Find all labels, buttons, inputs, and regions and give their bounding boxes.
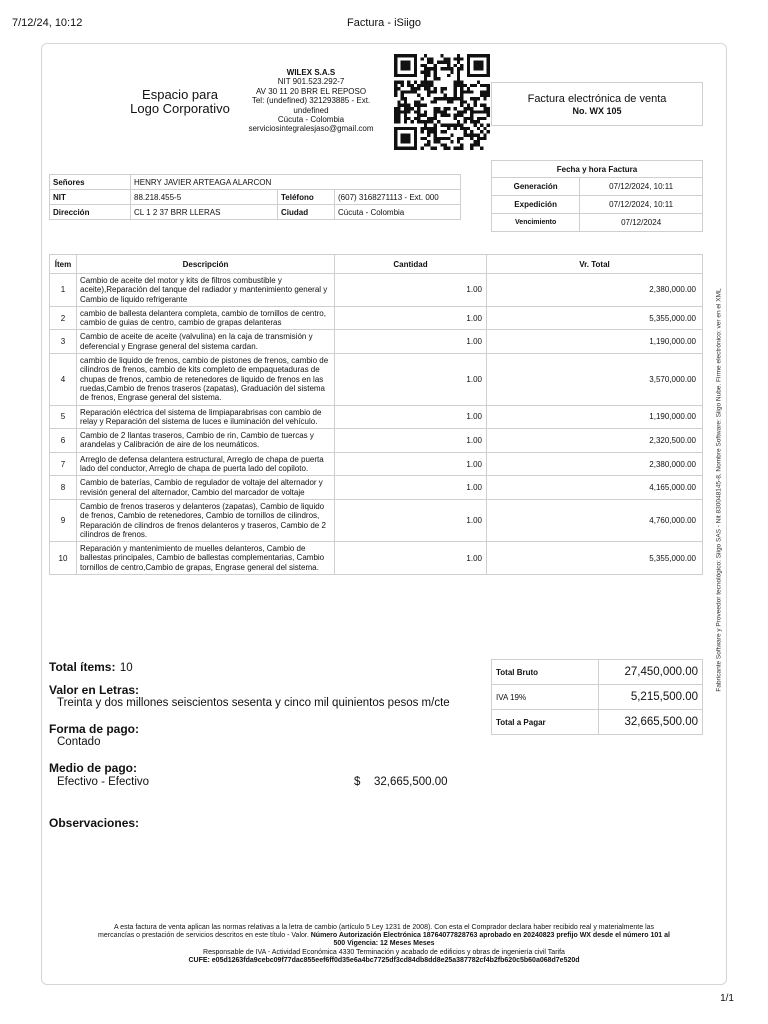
total-pagar-label: Total a Pagar bbox=[492, 710, 599, 735]
medio-pago-valor: 32,665,500.00 bbox=[374, 776, 448, 788]
cufe: CUFE: e05d1263fda9cebc09f77dac855eef6ff0d35e6a4bc7725df3cd84db8dd8e25a387782cf4b2fb620c5b60a068d7e520d bbox=[188, 956, 580, 964]
company-nit: NIT 901.523.292-7 bbox=[277, 77, 345, 87]
valor-letras: Treinta y dos millones seiscientos sesenta y cinco mil quinientos pesos m/cte bbox=[57, 697, 450, 709]
table-row: 5 Reparación eléctrica del sistema de limpiaparabrisas con cambio de relay y Reparación del sistema de luces e iluminación del vehículo. 1.00 1,190,000.00 bbox=[50, 405, 703, 429]
table-row: 8 Cambio de baterías, Cambio de regulador de voltaje del alternador y revisión general del alternador, Cambio del marcador de voltaje 1.00 4,165,000.00 bbox=[50, 476, 703, 500]
col-cantidad: Cantidad bbox=[335, 255, 487, 274]
valor-letras-label: Valor en Letras: bbox=[49, 683, 140, 697]
col-descripcion: Descripción bbox=[77, 255, 335, 274]
items-table bbox=[49, 254, 703, 575]
table-row: 6 Cambio de 2 llantas traseros, Cambio de rin, Cambio de tuercas y arandelas y Calibración de aire de los neumáticos. 1.00 2,320,500.00 bbox=[50, 429, 703, 453]
print-title: Factura - iSiigo bbox=[347, 17, 421, 29]
expedicion-value: 07/12/2024, 10:11 bbox=[580, 196, 703, 214]
customer-city: Cúcuta - Colombia bbox=[335, 205, 461, 220]
total-items: Total ítems: 10 bbox=[49, 660, 133, 674]
vencimiento-value: 07/12/2024 bbox=[580, 214, 703, 232]
legal-notice: A esta factura de venta aplican las normas relativas a la letra de cambio (artículo 5 Ley 1231 de 2008). Con esta el Comprador declara haber recibido real y materialmente las mercancías o prestación de servicios descritos en este título - Valor. Número Autorización Electrónica 18764077828763 aprobado en 20240823 prefijo WX desde el número 101 al 500 Vigencia: 12 Meses Meses Responsable de IVA - Actividad Económica 4330 Terminación y acabado de edificios y obras de ingeniería civil Tarifa CUFE: e05d1263fda9cebc09f77dac855eef6ff0d35e6a4bc7725df3cd84db8dd8e25a387782cf4b2fb620c5b60a068d7e520d bbox=[62, 924, 706, 965]
customer-nit: 88.218.455-5 bbox=[131, 190, 278, 205]
currency-symbol: $ bbox=[354, 776, 361, 788]
total-bruto: 27,450,000.00 bbox=[599, 660, 703, 685]
invoice-title: Factura electrónica de venta bbox=[527, 93, 667, 105]
customer-phone: (607) 3168271113 - Ext. 000 bbox=[335, 190, 461, 205]
company-email: serviciosintegralesjaso@gmail.com bbox=[248, 124, 374, 134]
telefono-label: Teléfono bbox=[278, 190, 335, 205]
ciudad-label: Ciudad bbox=[278, 205, 335, 220]
total-pagar: 32,665,500.00 bbox=[599, 710, 703, 735]
forma-pago-label: Forma de pago: bbox=[49, 722, 140, 736]
logo-placeholder: Espacio para Logo Corporativo bbox=[130, 87, 230, 116]
invoice-title-box bbox=[491, 82, 703, 126]
company-city: Cúcuta - Colombia bbox=[277, 115, 345, 125]
nit-label: NIT bbox=[50, 190, 131, 205]
direccion-label: Dirección bbox=[50, 205, 131, 220]
col-item: Ítem bbox=[50, 255, 77, 274]
generacion-label: Generación bbox=[492, 178, 580, 196]
company-ext: undefined bbox=[293, 105, 329, 115]
page-indicator: 1/1 bbox=[720, 993, 734, 1004]
dates-header: Fecha y hora Factura bbox=[492, 161, 703, 178]
col-total: Vr. Total bbox=[487, 255, 703, 274]
iva-label: IVA 19% bbox=[492, 685, 599, 710]
generacion-value: 07/12/2024, 10:11 bbox=[580, 178, 703, 196]
table-row: 3 Cambio de aceite de aceite (valvulina) en la caja de transmisión y deferencial y Engrase general del sistema cardan. 1.00 1,190,000.00 bbox=[50, 330, 703, 354]
table-row: 1 Cambio de aceite del motor y kits de filtros combustible y aceite),Reparación del tanque del radiador y mantenimiento general y Cambio de liquido refrigerante 1.00 2,380,000.00 bbox=[50, 274, 703, 307]
company-info bbox=[228, 68, 394, 134]
medio-pago-label: Medio de pago: bbox=[49, 761, 137, 775]
company-name: WILEX S.A.S bbox=[286, 68, 336, 77]
qr-code bbox=[394, 54, 490, 150]
invoice-number: No. WX 105 bbox=[572, 106, 622, 116]
customer-table bbox=[49, 174, 461, 220]
iva-value: 5,215,500.00 bbox=[599, 685, 703, 710]
software-provider-note: Fabricante Software y Proveedor tecnológico: Siigo SAS - Nit 830048145-8, Nombre Software: Siigo Nube. Firme electrónico: ver en el XML bbox=[715, 288, 723, 692]
table-row: 10 Reparación y mantenimiento de muelles delanteros, Cambio de ballestas principales, Cambio de ballestas complementarias, Cambio tornillos de centro,Cambio de grapas, Engrase general del sistema. 1.00 5,355,000.00 bbox=[50, 542, 703, 575]
observaciones-label: Observaciones: bbox=[49, 816, 140, 830]
senores-label: Señores bbox=[50, 175, 131, 190]
customer-name: HENRY JAVIER ARTEAGA ALARCON bbox=[131, 175, 461, 190]
customer-address: CL 1 2 37 BRR LLERAS bbox=[131, 205, 278, 220]
company-phone: Tel: (undefined) 321293885 - Ext. bbox=[251, 96, 371, 106]
forma-pago: Contado bbox=[57, 736, 101, 748]
expedicion-label: Expedición bbox=[492, 196, 580, 214]
totals-table bbox=[491, 659, 703, 735]
print-datetime: 7/12/24, 10:12 bbox=[12, 17, 83, 29]
total-bruto-label: Total Bruto bbox=[492, 660, 599, 685]
table-row: 7 Arreglo de defensa delantera estructural, Arreglo de chapa de puerta lado del conductor, Arreglo de chapa de puerta lado del copiloto. 1.00 2,380,000.00 bbox=[50, 452, 703, 476]
browser-header bbox=[0, 0, 768, 46]
company-address: AV 30 11 20 BRR EL REPOSO bbox=[255, 86, 367, 96]
medio-pago: Efectivo - Efectivo bbox=[57, 776, 150, 788]
table-row: 9 Cambio de frenos traseros y delanteros (zapatas), Cambio de liquido de frenos, Cambio de retenedores, Cambio de tornillos de cilindros, Reparación de cilindros de frenos delanteros y traseros, Cambio de 2 cilindros de frenos. 1.00 4,760,000.00 bbox=[50, 499, 703, 541]
invoice-dates-table bbox=[491, 160, 703, 232]
table-row: 4 cambio de liquido de frenos, cambio de pistones de frenos, cambio de cilindros de frenos, cambio de kits completo de empaquetaduras de chupas de frenos, cambio de retenedores de liquido de frenos en las ruedas,Cambio de frenos traseros (zapatas), Graduación del sistema de frenos, Engrase general del sistema. 1.00 3,570,000.00 bbox=[50, 354, 703, 405]
table-row: 2 cambio de ballesta delantera completa, cambio de tornillos de centro, cambio de guias de centro, cambio de grapas delanteras 1.00 5,355,000.00 bbox=[50, 306, 703, 330]
vencimiento-label: Vencimiento bbox=[492, 214, 580, 232]
